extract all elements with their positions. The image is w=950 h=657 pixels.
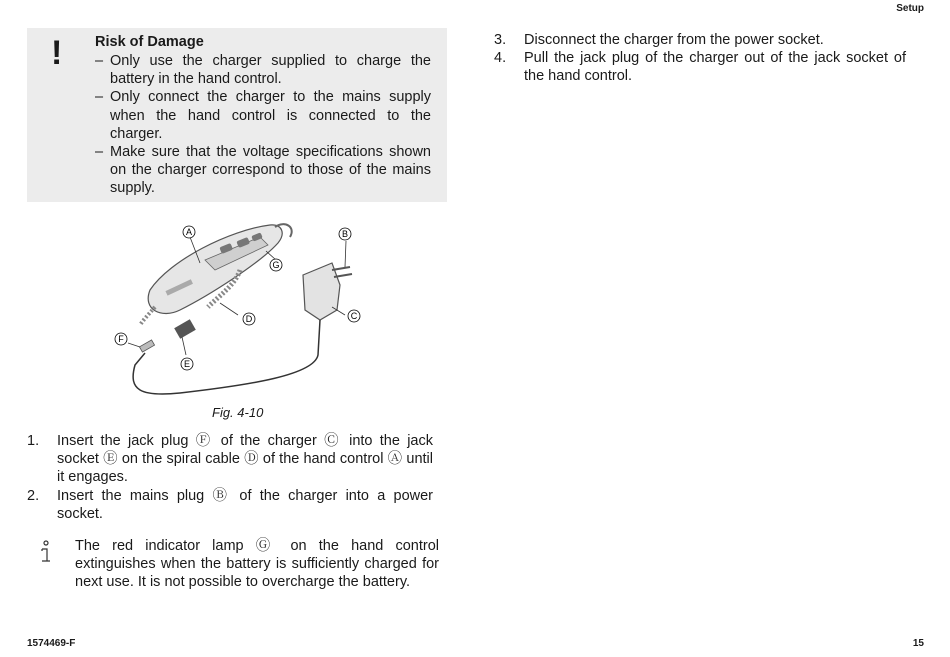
step-number: 2.: [27, 487, 40, 504]
warning-item: – Make sure that the voltage specifications shown on the charger correspond to those of the mains supply.: [95, 143, 431, 198]
warning-item: – Only connect the charger to the mains supply when the hand control is connected to the charger.: [95, 88, 431, 143]
callout-b: B: [341, 229, 349, 239]
callout-c: C: [350, 311, 358, 321]
callout-f: F: [118, 334, 124, 344]
callout-d: D: [245, 314, 253, 324]
charger-unit: [303, 263, 340, 320]
hand-control-and-charger-drawing: [100, 215, 390, 400]
step-text: Insert the mains plug Ⓑ of the charger into a power socket.: [57, 487, 433, 522]
step-text: Insert the jack plug Ⓕ of the charger Ⓒ into the jack socket Ⓔ on the spiral cable Ⓓ of the hand control Ⓐ until it engages.: [57, 433, 433, 486]
warning-list: [95, 52, 431, 198]
document-number: 1574469-F: [27, 638, 76, 649]
step-text: Disconnect the charger from the power socket.: [524, 32, 824, 48]
step-item: [27, 432, 433, 487]
step-item: [494, 31, 906, 49]
step-number: 3.: [494, 32, 507, 48]
steps-list-left: [27, 432, 433, 523]
page-number: 15: [912, 638, 924, 649]
step-number: 1.: [27, 433, 40, 449]
section-title: Setup: [896, 3, 924, 14]
callout-e: E: [183, 359, 191, 369]
charger-illustration: [100, 215, 390, 400]
warning-box: [27, 28, 447, 202]
figure-caption: Fig. 4-10: [212, 405, 264, 420]
warning-item: – Only use the charger supplied to charge the battery in the hand control.: [95, 52, 431, 88]
steps-list-right: [494, 31, 906, 86]
step-text: Pull the jack plug of the charger out of the jack socket of the hand control.: [524, 50, 906, 85]
info-icon: [38, 540, 52, 564]
exclamation-icon: !: [51, 34, 63, 72]
callout-g: G: [272, 260, 280, 270]
warning-title: Risk of Damage: [95, 34, 204, 50]
step-item: [27, 487, 433, 523]
callout-a: A: [185, 227, 193, 237]
info-note: The red indicator lamp Ⓖ on the hand control extinguishes when the battery is sufficiently charged for next use. It is not possible to overcharge the battery.: [75, 538, 439, 591]
step-item: [494, 49, 906, 85]
step-number: 4.: [494, 50, 507, 67]
